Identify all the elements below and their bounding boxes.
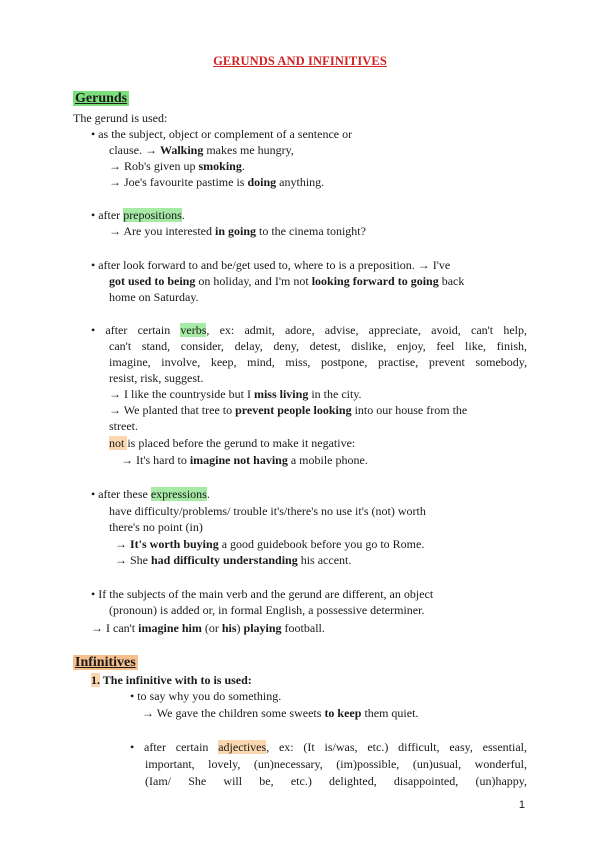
text: a good guidebook before you go to Rome. (218, 537, 425, 551)
bold-text: had difficulty understanding (151, 553, 298, 567)
negative-rule (109, 435, 355, 451)
text: to the cinema tonight? (256, 224, 366, 238)
text: → She (115, 553, 151, 567)
bullet-expressions (91, 486, 210, 502)
highlight-prepositions: prepositions (123, 208, 182, 222)
text: • after certain (130, 740, 219, 754)
text: . (241, 159, 245, 173)
bullet-why: • to say why you do something. (130, 689, 282, 703)
expressions-line: have difficulty/problems/ trouble it's/there's no use it's (not) worth (109, 504, 426, 518)
example-line (109, 158, 245, 174)
highlight-adjectives: adjectives (218, 740, 267, 754)
text: → I can't (91, 621, 139, 635)
text: • after (91, 208, 124, 222)
subjects-line: (pronoun) is added or, in formal English, a possessive determiner. (109, 603, 425, 617)
text: in the city. (308, 387, 362, 401)
bullet-look-forward: • after look forward to and be/get used to, where to is a preposition. → I've (91, 258, 451, 272)
highlight-verbs: verbs (180, 323, 207, 337)
example-line (109, 223, 366, 239)
text: them quiet. (361, 706, 419, 720)
text: . (181, 208, 185, 222)
text: → I like the countryside but I (109, 387, 254, 401)
text: → We gave the children some sweets (142, 706, 325, 720)
text: anything. (276, 175, 325, 189)
adjectives-line: (Iam/ She will be, etc.) delighted, disappointed, (un)happy, (145, 774, 527, 788)
text: is placed before the gerund to make it negative: (127, 436, 356, 450)
page-title: GERUNDS AND INFINITIVES (213, 54, 387, 68)
bullet-subject-line2 (109, 142, 294, 158)
infinitive-subheading (91, 672, 252, 688)
example-line (142, 705, 418, 721)
text: → We planted that tree to (109, 403, 236, 417)
text: • after these (91, 487, 151, 501)
bullet-subject-line1: • as the subject, object or complement of a sentence or (91, 127, 353, 141)
example-line (115, 552, 351, 568)
bold-text: Walking (159, 143, 204, 157)
page-number: 1 (518, 799, 525, 811)
text: makes me hungry, (203, 143, 294, 157)
bold-text: playing (243, 621, 282, 635)
example-line (109, 273, 464, 289)
text: → It's hard to (121, 453, 190, 467)
text: (or (201, 621, 222, 635)
text: , ex: (It is/was, etc.) difficult, easy, essential, (266, 740, 527, 754)
example-line (109, 386, 362, 402)
example-line (109, 402, 467, 418)
text: on holiday, and I'm not (195, 274, 312, 288)
bold-text: prevent people looking (235, 403, 352, 417)
example-line (109, 174, 324, 190)
text: • after certain (91, 323, 181, 337)
bold-text: in going (214, 224, 256, 238)
text: his accent. (297, 553, 352, 567)
bold-text: looking forward to going (311, 274, 439, 288)
verbs-line: can't stand, consider, delay, deny, detest, dislike, enjoy, feel like, finish, (109, 339, 527, 353)
bold-text: doing (247, 175, 277, 189)
text: a mobile phone. (287, 453, 368, 467)
bold-text: imagine not having (189, 453, 288, 467)
highlight-number: 1. (91, 673, 100, 687)
bullet-prepositions (91, 207, 185, 223)
text: back (438, 274, 465, 288)
bullet-adjectives (130, 739, 527, 755)
text: → Rob's given up (109, 159, 199, 173)
text: → Are you interested (109, 224, 215, 238)
gerunds-heading (73, 90, 129, 107)
text: . (206, 487, 210, 501)
bold-text: his (221, 621, 237, 635)
text: football. (281, 621, 325, 635)
adjectives-line: important, lovely, (un)necessary, (im)possible, (un)usual, wonderful, (145, 757, 527, 771)
bold-text: smoking (198, 159, 242, 173)
example-line: home on Saturday. (109, 290, 199, 304)
text: ) (236, 621, 244, 635)
text: → Joe's favourite pastime is (109, 175, 248, 189)
verbs-line: imagine, involve, keep, mind, miss, postpone, practise, prevent somebody, (109, 355, 527, 369)
gerunds-intro: The gerund is used: (73, 111, 168, 125)
bold-text: imagine him (138, 621, 202, 635)
highlight-expressions: expressions (150, 487, 207, 501)
highlight-not: not (109, 436, 128, 450)
bold-text: miss living (253, 387, 309, 401)
bold-text: It's worth buying (130, 537, 219, 551)
verbs-line: resist, risk, suggest. (109, 371, 204, 385)
example-line: street. (109, 419, 138, 433)
example-line (91, 620, 325, 636)
bullet-verbs (91, 322, 527, 338)
expressions-line: there's no point (in) (109, 520, 203, 534)
example-line (115, 536, 424, 552)
gerunds-heading-text: Gerunds (75, 91, 128, 106)
text: , ex: admit, adore, advise, appreciate, avoid, can't help, (206, 323, 527, 337)
text: → (115, 537, 130, 551)
bullet-subjects: • If the subjects of the main verb and the gerund are different, an object (91, 587, 434, 601)
text: clause. → (109, 143, 160, 157)
infinitives-heading (73, 654, 138, 671)
bold-text: to keep (324, 706, 362, 720)
text: into our house from the (351, 403, 468, 417)
bold-text: got used to being (109, 274, 196, 288)
example-line (121, 452, 368, 468)
infinitives-heading-text: Infinitives (75, 655, 136, 670)
text: The infinitive with to is used: (100, 673, 252, 687)
